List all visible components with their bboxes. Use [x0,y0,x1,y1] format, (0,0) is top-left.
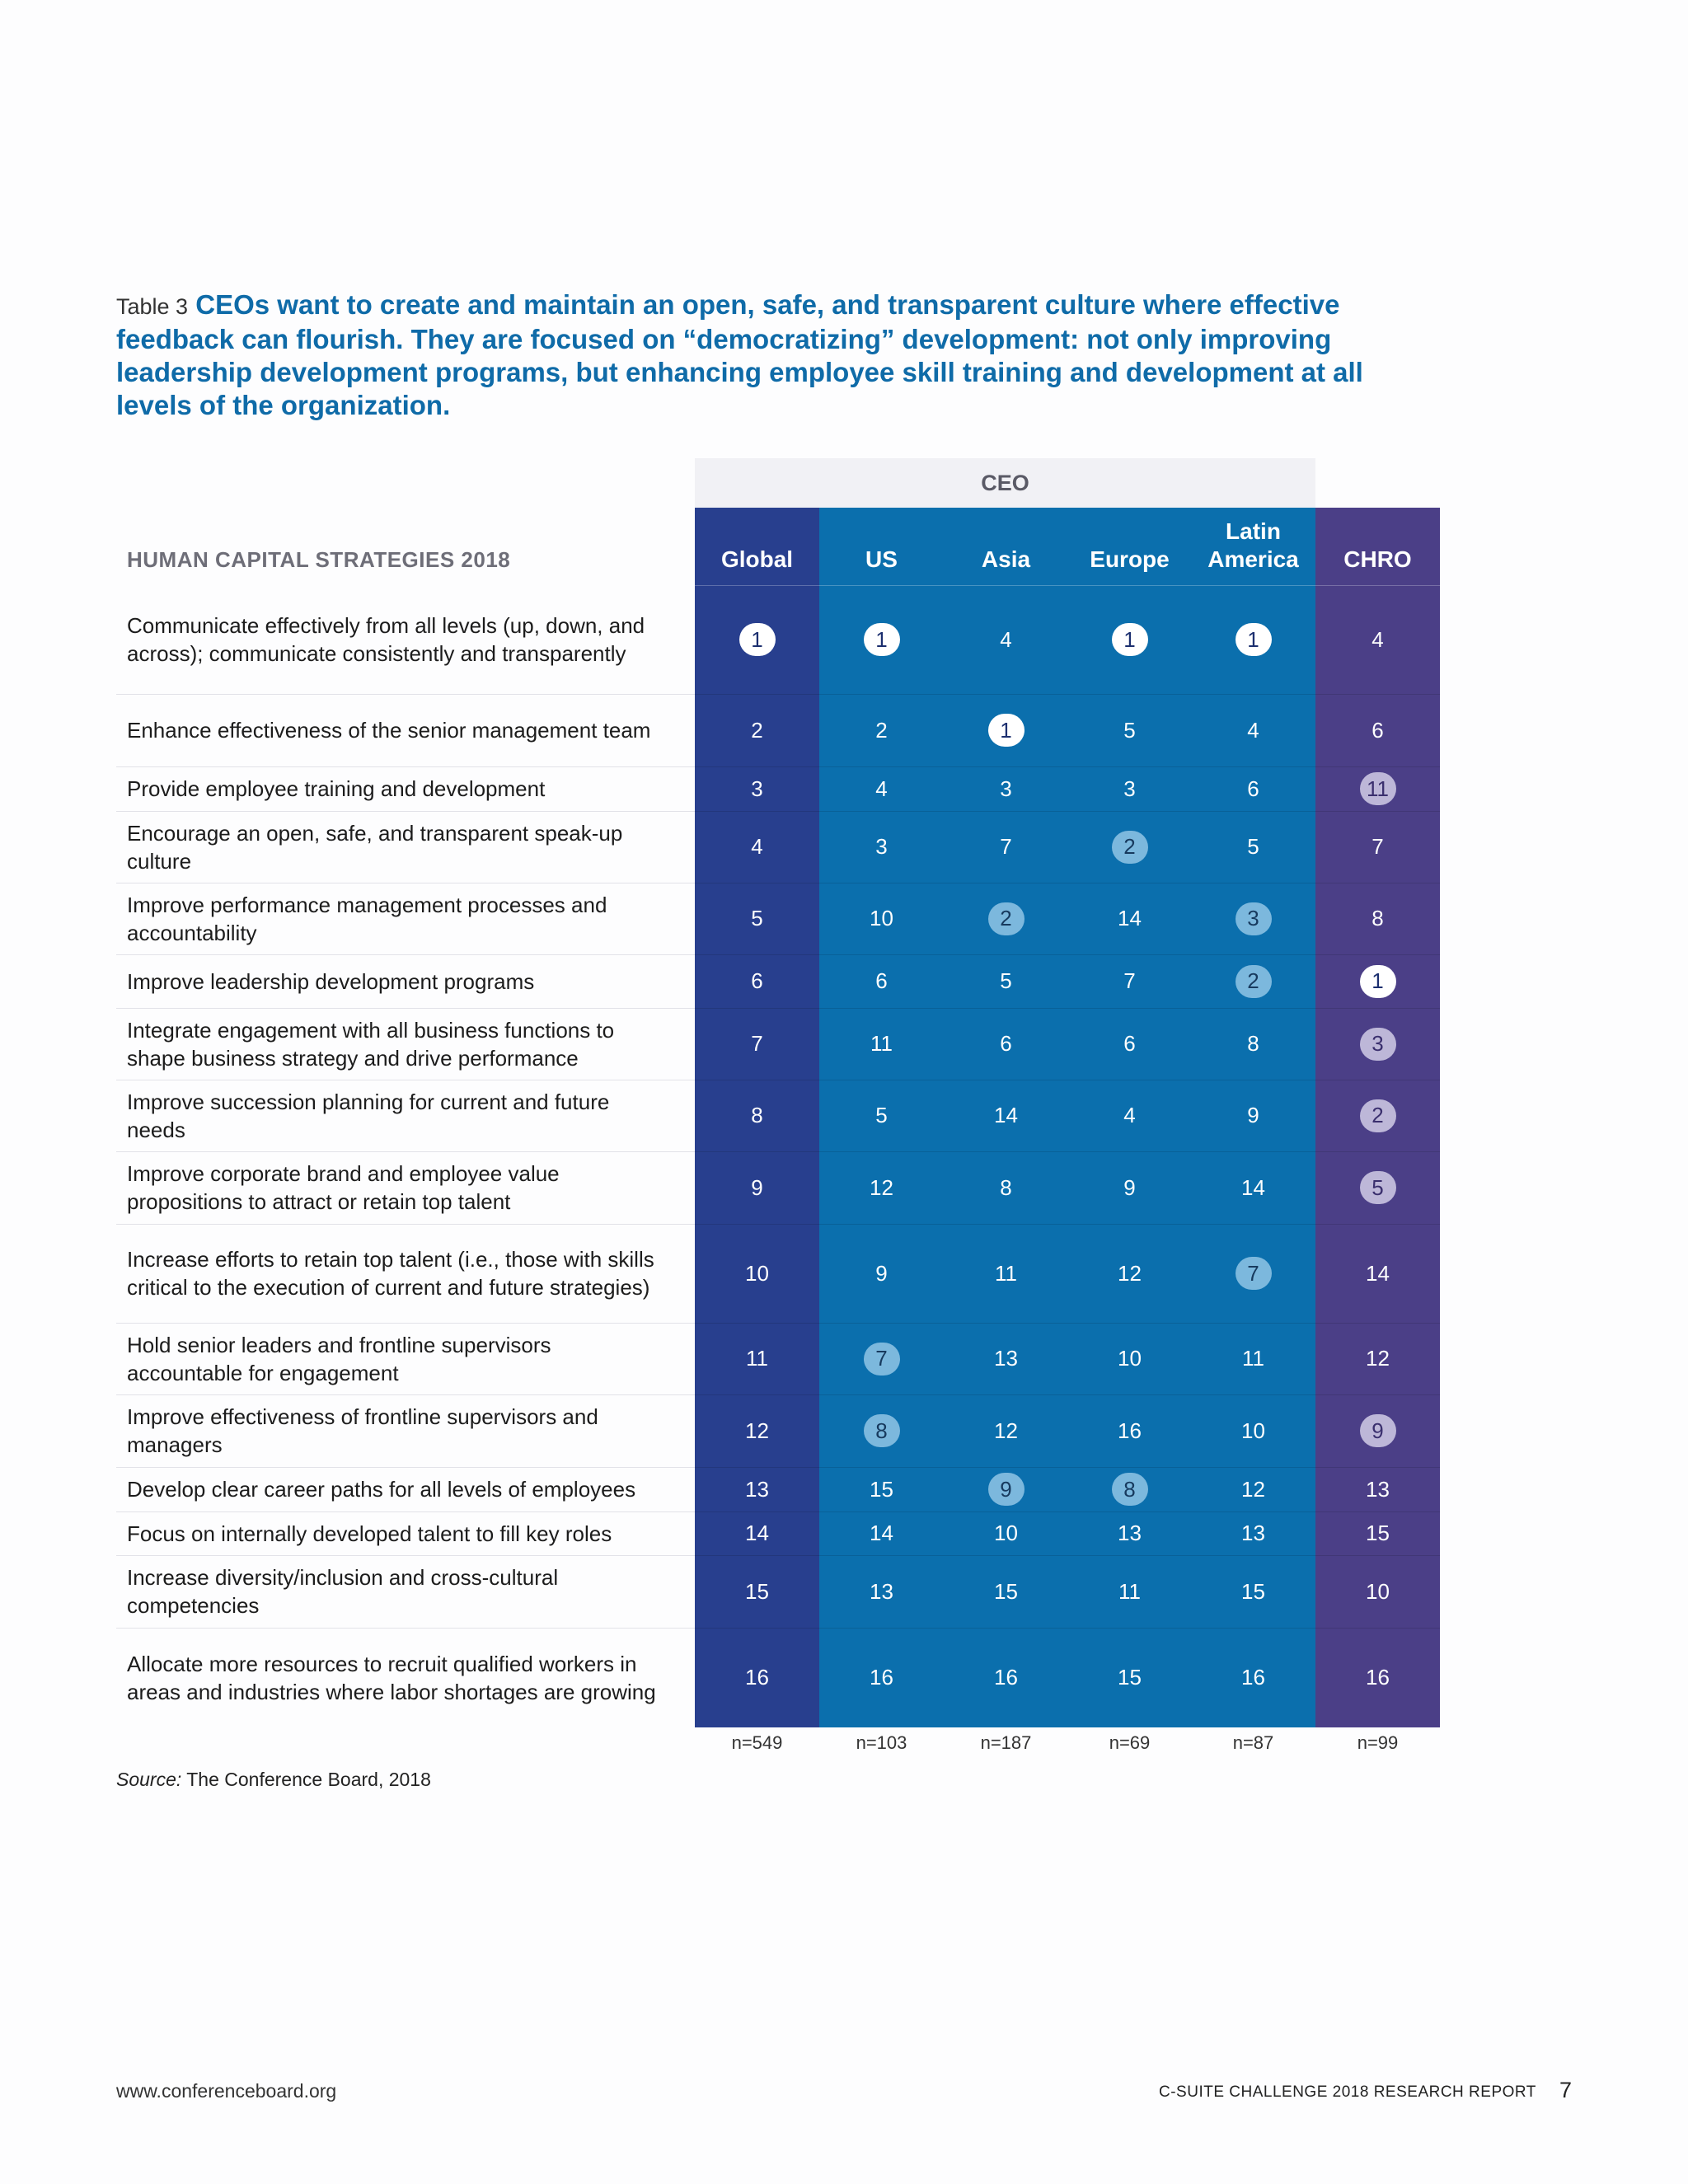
strategy-label: Focus on internally developed talent to fill key roles [127,1521,612,1546]
rank-cell: 8 [1372,906,1384,930]
table-number: Table 3 [116,294,189,319]
row-divider [116,1008,695,1009]
rank-cell: 7 [1000,834,1012,859]
rank-badge: 3 [1236,902,1272,935]
row-divider [116,766,695,767]
strategy-label: Increase diversity/inclusion and cross-cultural competencies [127,1565,559,1618]
source-text: The Conference Board, 2018 [186,1769,431,1790]
rank-badge: 1 [1360,965,1396,998]
strategy-label: Integrate engagement with all business functions to shape business strategy and drive performance [127,1017,615,1071]
rank-badge: 1 [739,623,776,656]
table-heading: CEOs want to create and maintain an open, safe, and transparent culture where effective feedback can flourish. They are focused on “democratizing” development: not only improving leadership development programs, but enhancing employee skill training and development at all levels of the organization. [116,289,1363,420]
rank-cell: 14 [1241,1174,1265,1200]
rank-cell: 12 [1118,1260,1142,1286]
rank-cell: 8 [1247,1031,1259,1056]
rank-cell [1191,954,1315,1008]
rank-cell: 3 [751,776,763,801]
row-divider [116,694,695,695]
rank-cell: 11 [995,1260,1017,1286]
rank-cell [1067,585,1192,694]
rank-cell: 10 [745,1260,769,1286]
strategy-label: Encourage an open, safe, and transparent speak-up culture [127,820,623,874]
rank-cell: 14 [1366,1260,1390,1286]
strategy-label: Improve performance management processes and accountability [127,892,607,945]
rank-cell [819,1394,944,1467]
rank-cell [819,585,944,694]
footer-url: www.conferenceboard.org [116,2080,337,2102]
rank-cell: 16 [994,1665,1018,1690]
rank-badge: 1 [988,714,1025,747]
strategy-label: Develop clear career paths for all levels of employees [127,1477,636,1502]
rank-badge: 2 [1360,1099,1396,1132]
rank-cell: 16 [745,1665,769,1690]
rank-cell: 15 [1366,1521,1390,1545]
rank-cell: 4 [875,776,888,801]
rank-cell [944,883,1068,954]
rank-cell: 8 [751,1103,763,1127]
row-divider [116,1628,695,1629]
rank-cell [1191,1224,1315,1323]
rank-cell: 15 [1118,1665,1142,1690]
rank-badge: 2 [1236,965,1272,998]
rank-cell: 12 [870,1174,893,1200]
rank-cell: 3 [1123,776,1136,801]
rank-cell: 16 [1366,1665,1390,1690]
sample-size-us: n=103 [856,1732,907,1753]
rank-cell: 5 [1247,834,1259,859]
column-header-asia: Asia [981,546,1031,572]
rank-cell: 11 [870,1031,893,1056]
rank-cell: 5 [875,1103,888,1127]
rank-cell: 9 [751,1174,763,1200]
rank-cell: 15 [745,1578,769,1604]
rank-cell: 4 [1123,1103,1136,1127]
rank-cell: 6 [1247,776,1259,801]
rank-cell: 4 [1247,717,1259,743]
ceo-group-header: CEO [695,458,1315,508]
rank-cell: 10 [870,906,893,930]
strategy-label: Increase efforts to retain top talent (i.e., those with skills critical to the execution of current and future strategies) [127,1247,654,1300]
sample-size-chro: n=99 [1357,1732,1399,1753]
column-header-latin-america: Latin America [1207,518,1299,572]
rank-cell: 14 [994,1103,1018,1127]
sample-size-global: n=549 [731,1732,783,1753]
rank-cell [1067,1467,1192,1511]
row-header-label: HUMAN CAPITAL STRATEGIES 2018 [127,547,511,572]
rank-cell: 10 [1118,1346,1142,1371]
rank-badge: 1 [1236,623,1272,656]
footer-report-title: C-SUITE CHALLENGE 2018 RESEARCH REPORT [1159,2083,1536,2101]
rank-cell: 10 [994,1521,1018,1545]
rank-cell [944,1467,1068,1511]
rank-cell: 4 [1000,626,1012,652]
rank-cell: 16 [1118,1418,1142,1443]
rank-cell: 13 [745,1476,769,1502]
rank-cell: 9 [1123,1174,1136,1200]
column-header-europe: Europe [1090,546,1170,572]
sample-size-europe: n=69 [1109,1732,1151,1753]
strategy-label: Improve leadership development programs [127,968,535,994]
rank-cell: 16 [870,1665,893,1690]
strategy-label: Improve corporate brand and employee value propositions to attract or retain top talent [127,1161,560,1214]
rank-cell: 13 [1366,1476,1390,1502]
row-divider [116,811,695,812]
rank-cell: 13 [1118,1521,1142,1545]
rank-badge: 1 [1112,623,1148,656]
rank-badge: 2 [1112,831,1148,864]
row-divider [116,1394,695,1395]
rank-cell: 13 [994,1346,1018,1371]
strategy-label: Hold senior leaders and frontline supervisors accountable for engagement [127,1332,551,1385]
rank-cell: 12 [994,1418,1018,1443]
column-header-us: US [865,546,898,572]
sample-size-latin-america: n=87 [1232,1732,1274,1753]
rank-cell: 15 [870,1476,893,1502]
rank-cell [1315,1394,1440,1467]
rank-badge: 9 [1360,1414,1396,1447]
rank-cell [1315,1151,1440,1224]
rank-cell: 7 [1372,834,1384,859]
rank-cell: 7 [751,1031,763,1056]
rank-cell [1315,954,1440,1008]
column-header-global: Global [720,546,794,572]
row-divider [116,1467,695,1468]
rank-cell [1315,766,1440,811]
rank-cell: 9 [1247,1103,1259,1127]
rank-cell [1315,1080,1440,1151]
rank-cell: 15 [994,1578,1018,1604]
rank-cell: 13 [870,1578,893,1604]
rank-cell: 8 [1000,1174,1012,1200]
rank-cell [819,1323,944,1394]
rank-badge: 11 [1360,772,1396,805]
rank-badge: 9 [988,1473,1025,1506]
rank-cell: 5 [1000,968,1012,993]
row-divider [116,1224,695,1225]
rank-cell: 2 [875,717,888,743]
row-divider [116,1511,695,1512]
row-divider [116,1555,695,1556]
rank-cell: 12 [745,1418,769,1443]
rank-cell: 6 [1372,717,1384,743]
row-divider [116,1151,695,1152]
column-header-chro: CHRO [1343,546,1412,572]
sample-size-asia: n=187 [980,1732,1032,1753]
rank-cell: 5 [751,906,763,930]
rank-cell: 6 [1123,1031,1136,1056]
rank-cell: 11 [746,1346,768,1371]
rank-cell: 6 [1000,1031,1012,1056]
rank-cell: 15 [1241,1578,1265,1604]
rank-cell [1315,1008,1440,1080]
rank-cell: 14 [745,1521,769,1545]
rank-badge: 8 [1112,1473,1148,1506]
strategy-label: Provide employee training and development [127,776,546,801]
rank-cell: 13 [1241,1521,1265,1545]
rank-badge: 7 [864,1343,900,1376]
rank-cell: 12 [1366,1346,1390,1371]
strategy-label: Allocate more resources to recruit qualified workers in areas and industries where labor shortages are growing [127,1651,656,1704]
rank-cell: 6 [875,968,888,993]
source-label: Source: [116,1769,182,1790]
rank-badge: 7 [1236,1257,1272,1290]
rank-badge: 2 [988,902,1025,935]
rank-badge: 1 [864,623,900,656]
rank-cell: 10 [1241,1418,1265,1443]
row-divider [116,954,695,955]
rank-cell [695,585,819,694]
strategy-label: Communicate effectively from all levels (up, down, and across); communicate consistently and transparently [127,613,645,666]
page-number: 7 [1559,2078,1573,2102]
strategy-label: Enhance effectiveness of the senior management team [127,718,651,743]
rank-cell: 14 [1118,906,1142,930]
rank-cell: 11 [1118,1578,1141,1604]
rank-cell: 4 [1372,626,1384,652]
strategy-label: Improve succession planning for current and future needs [127,1089,610,1142]
rank-cell [1191,883,1315,954]
rank-badge: 3 [1360,1028,1396,1061]
rank-cell: 11 [1242,1346,1264,1371]
rank-cell: 10 [1366,1578,1390,1604]
rank-cell: 4 [751,834,763,859]
rank-cell: 12 [1241,1476,1265,1502]
rank-cell: 2 [751,717,763,743]
rank-cell: 7 [1123,968,1136,993]
rank-cell: 5 [1123,717,1136,743]
rank-cell [944,694,1068,766]
rank-cell: 6 [751,968,763,993]
rank-cell: 3 [1000,776,1012,801]
rank-cell: 16 [1241,1665,1265,1690]
rank-badge: 8 [864,1414,900,1447]
rank-cell: 14 [870,1521,893,1545]
source-note [116,1769,431,1791]
rank-cell: 3 [875,834,888,859]
table-title [116,288,1402,422]
rank-cell: 9 [875,1260,888,1286]
rank-badge: 5 [1360,1171,1396,1204]
rank-cell [1067,811,1192,883]
strategy-label: Improve effectiveness of frontline supervisors and managers [127,1404,598,1457]
rank-cell [1191,585,1315,694]
row-divider [116,1323,695,1324]
